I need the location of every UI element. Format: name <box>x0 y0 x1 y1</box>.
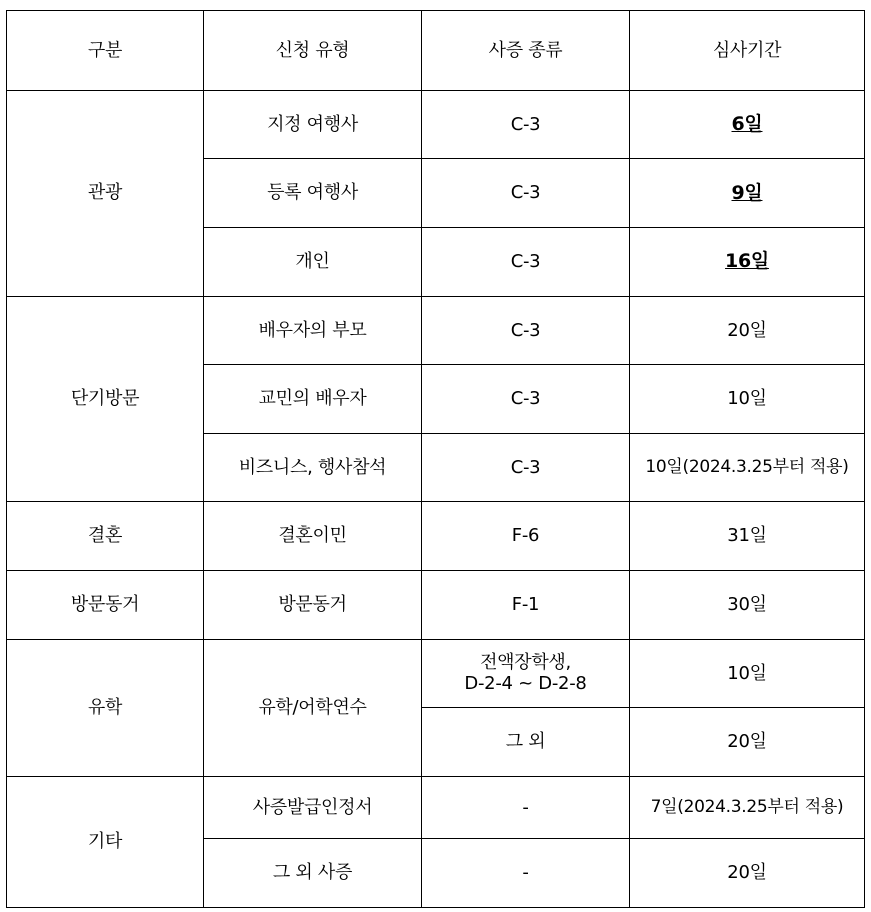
visa-cell: C-3 <box>422 227 630 296</box>
period-cell: 6일 <box>630 90 865 159</box>
type-cell: 방문동거 <box>204 570 422 639</box>
visa-line: 전액장학생, <box>480 651 571 673</box>
visa-line: D-2-4 ~ D-2-8 <box>464 673 587 695</box>
header-review-period: 심사기간 <box>630 11 865 91</box>
type-cell: 등록 여행사 <box>204 159 422 228</box>
category-cell: 관광 <box>7 90 204 296</box>
visa-cell: C-3 <box>422 90 630 159</box>
period-cell: 16일 <box>630 227 865 296</box>
table-row <box>7 570 865 639</box>
type-cell: 지정 여행사 <box>204 90 422 159</box>
period-cell: 20일 <box>630 839 865 908</box>
visa-cell: C-3 <box>422 365 630 434</box>
type-cell: 유학/어학연수 <box>204 639 422 776</box>
table-row <box>7 639 865 708</box>
visa-cell: F-6 <box>422 502 630 571</box>
type-cell: 그 외 사증 <box>204 839 422 908</box>
period-cell: 9일 <box>630 159 865 228</box>
period-cell: 7일(2024.3.25부터 적용) <box>630 776 865 839</box>
header-row <box>7 11 865 91</box>
type-cell: 개인 <box>204 227 422 296</box>
visa-cell: 그 외 <box>422 708 630 777</box>
type-cell: 사증발급인정서 <box>204 776 422 839</box>
table-row <box>7 296 865 365</box>
visa-cell: C-3 <box>422 159 630 228</box>
header-application-type: 신청 유형 <box>204 11 422 91</box>
category-cell: 방문동거 <box>7 570 204 639</box>
period-cell: 10일 <box>630 639 865 708</box>
visa-review-table <box>6 10 865 908</box>
type-cell: 교민의 배우자 <box>204 365 422 434</box>
category-cell: 결혼 <box>7 502 204 571</box>
type-cell: 비즈니스, 행사참석 <box>204 433 422 502</box>
category-cell: 기타 <box>7 776 204 907</box>
header-visa-type: 사증 종류 <box>422 11 630 91</box>
type-cell: 결혼이민 <box>204 502 422 571</box>
visa-cell: - <box>422 776 630 839</box>
table-row <box>7 90 865 159</box>
category-cell: 유학 <box>7 639 204 776</box>
period-cell: 10일(2024.3.25부터 적용) <box>630 433 865 502</box>
table-row <box>7 502 865 571</box>
visa-cell: - <box>422 839 630 908</box>
period-cell: 31일 <box>630 502 865 571</box>
period-cell: 30일 <box>630 570 865 639</box>
category-cell: 단기방문 <box>7 296 204 502</box>
header-category: 구분 <box>7 11 204 91</box>
type-cell: 배우자의 부모 <box>204 296 422 365</box>
visa-cell: C-3 <box>422 433 630 502</box>
period-cell: 20일 <box>630 708 865 777</box>
visa-cell: C-3 <box>422 296 630 365</box>
visa-cell <box>422 639 630 708</box>
period-cell: 10일 <box>630 365 865 434</box>
visa-cell: F-1 <box>422 570 630 639</box>
table-row <box>7 776 865 839</box>
period-cell: 20일 <box>630 296 865 365</box>
